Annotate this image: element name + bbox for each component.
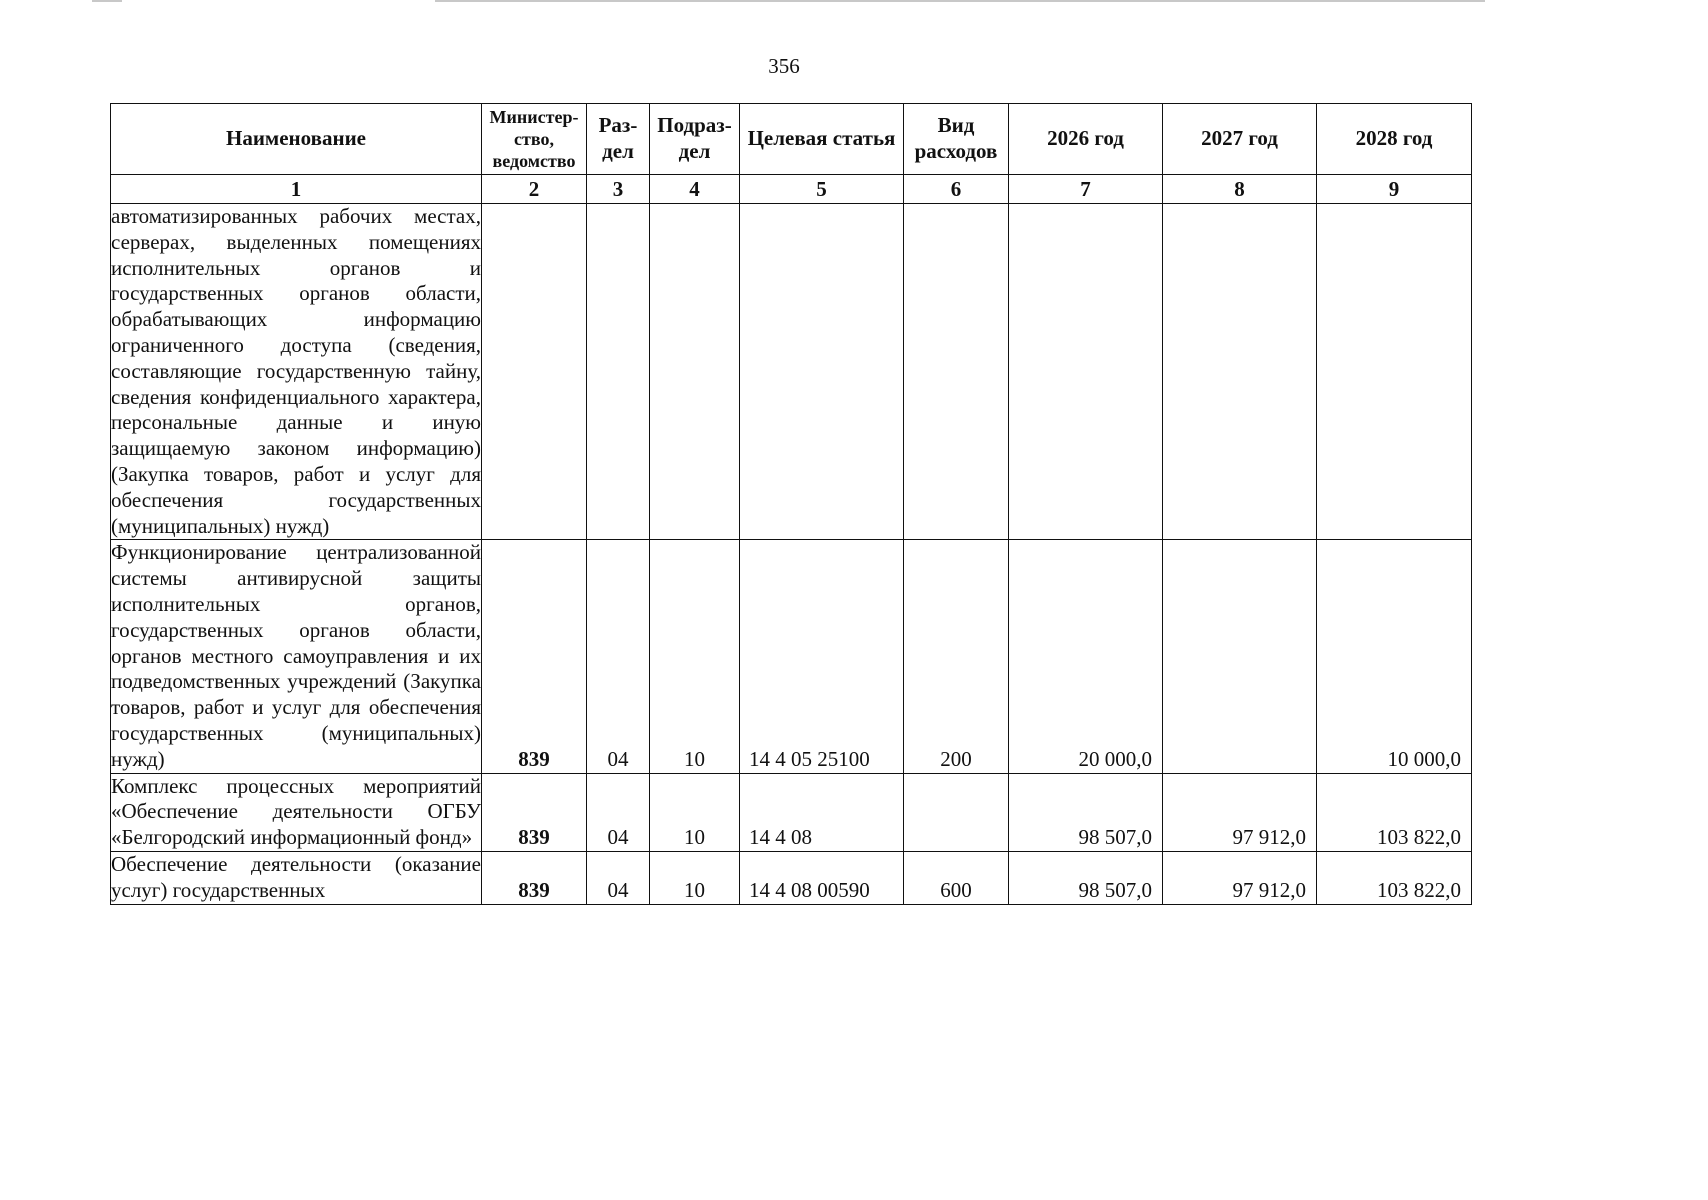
row-expense xyxy=(904,773,1009,851)
row-target: 14 4 08 xyxy=(740,773,904,851)
column-number: 2 xyxy=(482,175,587,204)
header-section: Раз-дел xyxy=(587,104,650,175)
column-number: 7 xyxy=(1009,175,1163,204)
column-number: 3 xyxy=(587,175,650,204)
row-ministry xyxy=(482,204,587,540)
row-section xyxy=(587,204,650,540)
row-2027 xyxy=(1163,204,1317,540)
row-name: Комплекс процессных мероприятий «Обеспечение деятельности ОГБУ «Белгородский информационный фонд» xyxy=(111,773,482,851)
row-2026: 20 000,0 xyxy=(1009,540,1163,773)
row-subsection xyxy=(650,204,740,540)
header-name: Наименование xyxy=(111,104,482,175)
column-number: 1 xyxy=(111,175,482,204)
column-number: 4 xyxy=(650,175,740,204)
column-number: 6 xyxy=(904,175,1009,204)
row-ministry: 839 xyxy=(482,851,587,904)
row-section: 04 xyxy=(587,773,650,851)
row-section: 04 xyxy=(587,851,650,904)
row-target xyxy=(740,204,904,540)
row-subsection: 10 xyxy=(650,851,740,904)
row-name: Функционирование централизованной системы антивирусной защиты исполнительных органов, государственных органов области, органов местного самоуправления и их подведомственных учреждений (Закупка товаров, работ и услуг для обеспечения государственных (муниципальных) нужд) xyxy=(111,540,482,773)
row-2026: 98 507,0 xyxy=(1009,773,1163,851)
page-number: 356 xyxy=(768,54,800,78)
table-row xyxy=(111,204,1472,540)
row-2027: 97 912,0 xyxy=(1163,773,1317,851)
header-2028: 2028 год xyxy=(1317,104,1472,175)
row-subsection: 10 xyxy=(650,540,740,773)
scan-artifact-line xyxy=(435,0,1485,2)
row-2026: 98 507,0 xyxy=(1009,851,1163,904)
row-expense xyxy=(904,204,1009,540)
column-number: 9 xyxy=(1317,175,1472,204)
row-expense: 200 xyxy=(904,540,1009,773)
row-ministry: 839 xyxy=(482,540,587,773)
row-2028: 10 000,0 xyxy=(1317,540,1472,773)
header-2027: 2027 год xyxy=(1163,104,1317,175)
row-section: 04 xyxy=(587,540,650,773)
header-2026: 2026 год xyxy=(1009,104,1163,175)
column-number: 8 xyxy=(1163,175,1317,204)
row-name: автоматизированных рабочих местах, серверах, выделенных помещениях исполнительных органов и государственных органов области, обрабатывающих информацию ограниченного доступа (сведения, составляющие государственную тайну, сведения конфиденциального характера, персональные данные и иную защищаемую законом информацию) (Закупка товаров, работ и услуг для обеспечения государственных (муниципальных) нужд) xyxy=(111,204,482,540)
header-expense: Вид расходов xyxy=(904,104,1009,175)
header-target: Целевая статья xyxy=(740,104,904,175)
row-target: 14 4 05 25100 xyxy=(740,540,904,773)
header-ministry: Министер-ство, ведомство xyxy=(482,104,587,175)
column-number-row xyxy=(111,175,1472,204)
table-row xyxy=(111,773,1472,851)
row-2027 xyxy=(1163,540,1317,773)
table-row xyxy=(111,540,1472,773)
row-expense: 600 xyxy=(904,851,1009,904)
row-ministry: 839 xyxy=(482,773,587,851)
row-2027: 97 912,0 xyxy=(1163,851,1317,904)
row-2026 xyxy=(1009,204,1163,540)
row-2028: 103 822,0 xyxy=(1317,773,1472,851)
row-name: Обеспечение деятельности (оказание услуг) государственных xyxy=(111,851,482,904)
scan-artifact-line xyxy=(92,0,122,2)
table-header-row xyxy=(111,104,1472,175)
row-2028 xyxy=(1317,204,1472,540)
row-2028: 103 822,0 xyxy=(1317,851,1472,904)
row-target: 14 4 08 00590 xyxy=(740,851,904,904)
column-number: 5 xyxy=(740,175,904,204)
table-row xyxy=(111,851,1472,904)
budget-table xyxy=(110,103,1472,905)
header-subsection: Подраз-дел xyxy=(650,104,740,175)
row-subsection: 10 xyxy=(650,773,740,851)
